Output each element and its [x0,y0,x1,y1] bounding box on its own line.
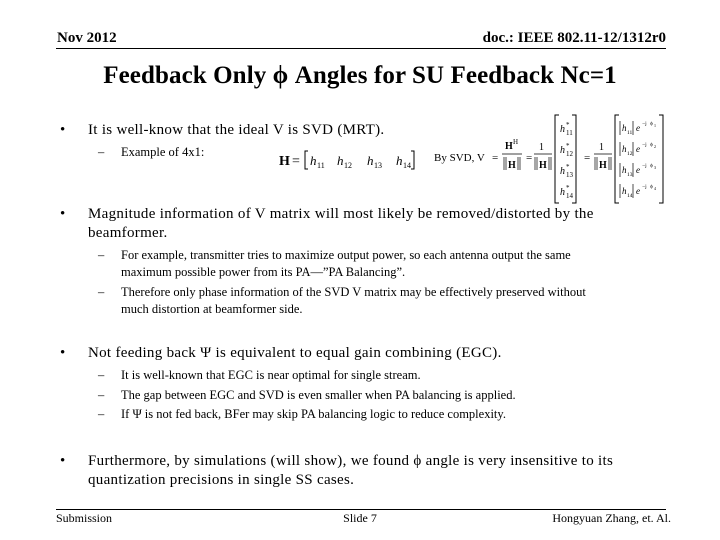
svg-text:*: * [566,184,570,192]
svg-text:11: 11 [566,129,573,137]
svg-text:−j: −j [642,142,647,148]
svg-text:−j: −j [642,163,647,169]
svg-text:H: H [539,160,547,171]
svg-text:=: = [526,152,533,164]
sub-bullet-dash: – [98,407,105,421]
svg-text:h: h [310,153,317,168]
svg-text:=: = [492,152,499,164]
svg-text:12: 12 [566,150,573,158]
svg-text:h: h [367,153,374,168]
svg-text:11: 11 [317,161,325,170]
bullet-3-text: Not feeding back Ψ is equivalent to equal gain combining (EGC). [88,345,502,361]
slide-title: Feedback Only ϕ Angles for SU Feedback Nc=1 [103,62,617,89]
bullet-4-line-1: Furthermore, by simulations (will show), we found ϕ angle is very insensitive to its [88,453,614,469]
sub-bullet-dash: – [98,388,105,402]
svg-text:h: h [560,187,565,198]
svg-text:12: 12 [344,161,352,170]
sub-bullet-3-3-text: If Ψ is not fed back, BFer may skip PA balancing logic to reduce complexity. [121,407,506,421]
sub-bullet-1-1-text: Example of 4x1: [121,145,205,159]
sub-bullet-dash: – [98,145,105,159]
svg-text:14: 14 [627,193,633,199]
bullet-marker: • [60,345,66,361]
svg-text:e: e [636,123,640,133]
svg-text:ϕ: ϕ [650,163,653,169]
svg-text:ϕ: ϕ [650,184,653,190]
svg-text:*: * [566,163,570,171]
bullet-1-text: It is well-know that the ideal V is SVD (MRT). [88,122,385,138]
svg-text:h: h [560,145,565,156]
svg-text:3: 3 [654,165,656,170]
svd-label: By SVD, V [434,152,485,164]
svg-text:h: h [560,124,565,135]
svg-text:1: 1 [599,142,604,153]
sub-bullet-dash: – [98,368,105,382]
svg-text:11: 11 [627,130,633,136]
sub-bullet-dash: – [98,285,105,299]
svg-text:13: 13 [627,172,633,178]
svg-text:h: h [337,153,344,168]
sub-bullet-3-1-text: It is well-known that EGC is near optimal for single stream. [121,368,421,382]
equals-sign: = [292,154,300,169]
sub-bullet-2-1-line-1: For example, transmitter tries to maximize output power, so each antenna output the same [121,248,571,262]
svd-equation [270,112,670,212]
svg-text:1: 1 [539,142,544,153]
svg-text:H: H [505,141,513,152]
svg-text:13: 13 [374,161,382,170]
svg-text:h: h [396,153,403,168]
sub-bullet-dash: – [98,248,105,262]
svg-text:14: 14 [566,192,573,200]
svg-text:12: 12 [627,151,633,157]
header-date: Nov 2012 [57,30,117,46]
sub-bullet-2-2-line-2: much distortion at beamformer side. [121,302,303,316]
svg-text:−j: −j [642,121,647,127]
svg-text:H: H [599,160,607,171]
sub-bullet-3-2-text: The gap between EGC and SVD is even smaller when PA balancing is applied. [121,388,516,402]
svg-text:=: = [584,152,591,164]
svg-text:e: e [636,186,640,196]
matrix-h-symbol: H [279,154,290,169]
header-rule [56,48,666,49]
svg-text:*: * [566,142,570,150]
footer-author: Hongyuan Zhang, et. Al. [552,511,671,525]
bullet-marker: • [60,122,66,138]
svg-text:−j: −j [642,184,647,190]
svg-text:ϕ: ϕ [650,121,653,127]
svg-text:1: 1 [654,123,656,128]
bullet-marker: • [60,453,66,469]
footer-rule [56,509,666,510]
svg-text:H: H [513,138,519,146]
svg-text:2: 2 [654,144,656,149]
bullet-4-line-2: quantization precisions in single SS cases. [88,472,355,488]
sub-bullet-2-2-line-1: Therefore only phase information of the SVD V matrix may be effectively preserved without [121,285,586,299]
svg-text:h: h [622,144,627,154]
header-doc-id: doc.: IEEE 802.11-12/1312r0 [482,30,666,46]
svg-text:*: * [566,121,570,129]
svg-text:H: H [508,160,516,171]
bullet-marker: • [60,206,66,222]
svg-text:4: 4 [654,186,656,191]
svg-text:e: e [636,144,640,154]
svg-text:h: h [622,186,627,196]
svg-text:e: e [636,165,640,175]
svg-text:h: h [622,165,627,175]
svg-text:ϕ: ϕ [650,142,653,148]
sub-bullet-2-1-line-2: maximum possible power from its PA—”PA Balancing”. [121,265,406,279]
bullet-2-line-2: beamformer. [88,225,168,241]
svg-text:h: h [560,166,565,177]
svg-text:13: 13 [566,171,573,179]
footer-submission: Submission [56,511,113,525]
svg-text:14: 14 [403,161,411,170]
footer-slide-number: Slide 7 [343,511,377,525]
svg-text:h: h [622,123,627,133]
bullet-2-line-1: Magnitude information of V matrix will most likely be removed/distorted by the [88,206,594,222]
